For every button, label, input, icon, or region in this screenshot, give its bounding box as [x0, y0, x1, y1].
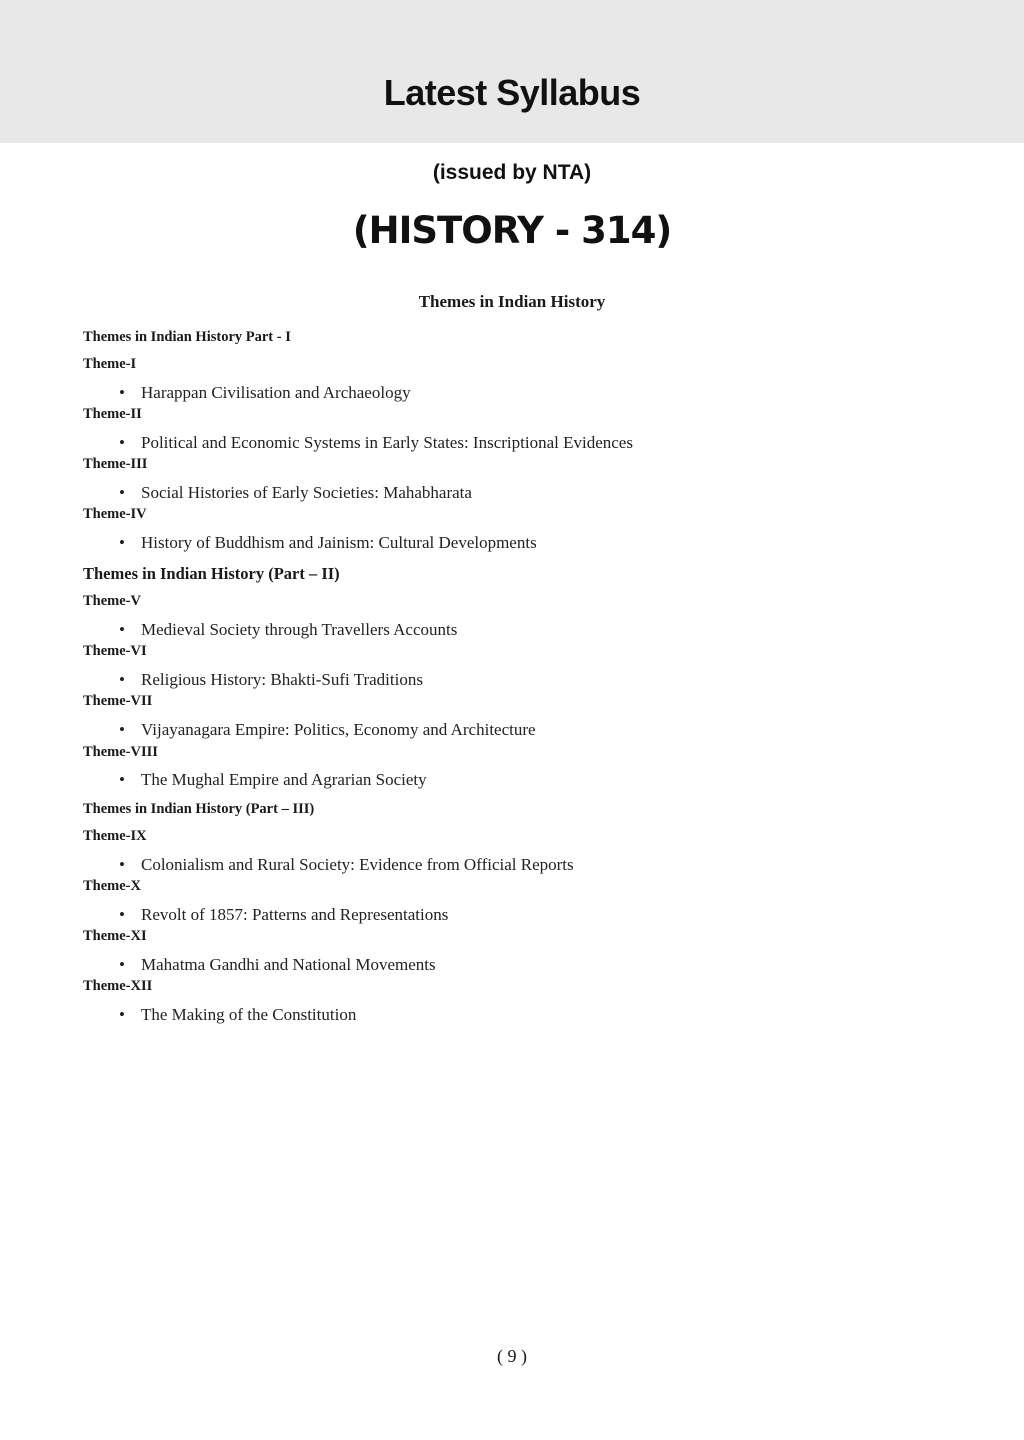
bullet-icon: • [119, 433, 125, 452]
bullet-icon: • [119, 483, 125, 502]
theme-label: Theme-III [83, 456, 148, 472]
bullet-icon: • [119, 720, 125, 739]
theme-label: Theme-VII [83, 693, 153, 709]
course-title: (HISTORY - 314) [352, 209, 672, 252]
topic-text: Mahatma Gandhi and National Movements [141, 955, 436, 974]
list-item [119, 855, 574, 875]
theme-label: Theme-II [83, 406, 142, 422]
theme-label: Theme-IX [83, 828, 147, 844]
theme-label: Theme-IV [83, 506, 147, 522]
bullet-icon: • [119, 955, 125, 974]
bullet-icon: • [119, 383, 125, 402]
bullet-icon: • [119, 905, 125, 924]
bullet-icon: • [119, 670, 125, 689]
bullet-icon: • [119, 620, 125, 639]
page-title: Latest Syllabus [383, 72, 641, 113]
part-heading: Themes in Indian History Part - I [83, 329, 291, 345]
topic-text: The Mughal Empire and Agrarian Society [141, 770, 427, 789]
list-item [119, 620, 457, 640]
list-item [119, 720, 536, 740]
list-item [119, 1005, 356, 1025]
theme-label: Theme-X [83, 878, 141, 894]
list-item [119, 383, 411, 403]
section-heading: Themes in Indian History [418, 292, 606, 311]
theme-label: Theme-VI [83, 643, 147, 659]
topic-text: Medieval Society through Travellers Accounts [141, 620, 458, 639]
list-item [119, 533, 537, 553]
theme-label: Theme-VIII [83, 744, 158, 760]
list-item [119, 905, 448, 925]
topic-text: Revolt of 1857: Patterns and Representations [141, 905, 449, 924]
topic-text: The Making of the Constitution [141, 1005, 357, 1024]
theme-label: Theme-XI [83, 928, 147, 944]
part-heading: Themes in Indian History (Part – III) [83, 801, 315, 817]
list-item [119, 483, 472, 503]
topic-text: Colonialism and Rural Society: Evidence from Official Reports [141, 855, 574, 874]
theme-label: Theme-XII [83, 978, 153, 994]
issued-by-subtitle: (issued by NTA) [432, 161, 592, 184]
list-item [119, 955, 436, 975]
bullet-icon: • [119, 770, 125, 789]
list-item [119, 770, 427, 790]
topic-text: Political and Economic Systems in Early States: Inscriptional Evidences [141, 433, 633, 452]
topic-text: Religious History: Bhakti-Sufi Traditions [141, 670, 423, 689]
list-item [119, 670, 423, 690]
header-banner [0, 0, 1024, 143]
topic-text: Social Histories of Early Societies: Mahabharata [141, 483, 472, 502]
bullet-icon: • [119, 533, 125, 552]
part-heading: Themes in Indian History (Part – II) [83, 564, 340, 583]
topic-text: Vijayanagara Empire: Politics, Economy and Architecture [141, 720, 536, 739]
theme-label: Theme-I [83, 356, 137, 372]
topic-text: History of Buddhism and Jainism: Cultural Developments [141, 533, 537, 552]
theme-label: Theme-V [83, 593, 141, 609]
bullet-icon: • [119, 1005, 125, 1024]
page-number: ( 9 ) [497, 1346, 527, 1366]
topic-text: Harappan Civilisation and Archaeology [141, 383, 411, 402]
bullet-icon: • [119, 855, 125, 874]
list-item [119, 433, 633, 453]
